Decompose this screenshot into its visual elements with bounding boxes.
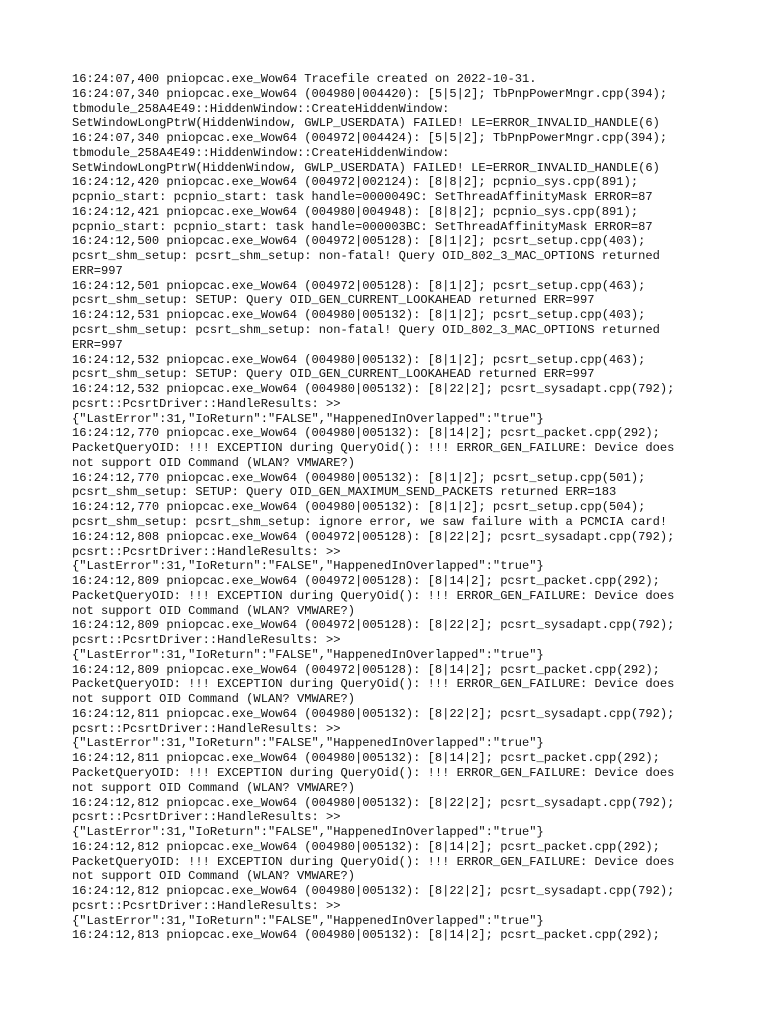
log-line: pcsrt_shm_setup: SETUP: Query OID_GEN_CURRENT_LOOKAHEAD returned ERR=997 [72,367,595,382]
log-line: 16:24:12,421 pniopcac.exe_Wow64 (004980|004948): [8|8|2]; pcpnio_sys.cpp(891); [72,204,639,219]
log-line: 16:24:12,500 pniopcac.exe_Wow64 (004972|005128): [8|1|2]; pcsrt_setup.cpp(403); [72,234,646,249]
log-line: 16:24:12,770 pniopcac.exe_Wow64 (004980|005132): [8|14|2]; pcsrt_packet.cpp(292); [72,426,660,441]
log-line: 16:24:12,501 pniopcac.exe_Wow64 (004972|005128): [8|1|2]; pcsrt_setup.cpp(463); [72,278,646,293]
log-text [72,72,702,943]
log-line: {"LastError":31,"IoReturn":"FALSE","HappenedInOverlapped":"true"} [72,825,544,840]
log-line: pcsrt::PcsrtDriver::HandleResults: >> [72,544,341,559]
log-line: not support OID Command (WLAN? VMWARE?) [72,869,356,884]
log-line: pcsrt_shm_setup: pcsrt_shm_setup: non-fatal! Query OID_802_3_MAC_OPTIONS returned [72,249,660,264]
log-line: 16:24:12,809 pniopcac.exe_Wow64 (004972|005128): [8|14|2]; pcsrt_packet.cpp(292); [72,574,660,589]
log-line: tbmodule_258A4E49::HiddenWindow::CreateHiddenWindow: [72,101,450,116]
log-line: SetWindowLongPtrW(HiddenWindow, GWLP_USERDATA) FAILED! LE=ERROR_INVALID_HANDLE(6) [72,160,660,175]
log-line: pcsrt_shm_setup: pcsrt_shm_setup: non-fatal! Query OID_802_3_MAC_OPTIONS returned [72,323,660,338]
log-line: 16:24:12,812 pniopcac.exe_Wow64 (004980|005132): [8|14|2]; pcsrt_packet.cpp(292); [72,839,660,854]
log-line: ERR=997 [72,263,123,278]
log-line: not support OID Command (WLAN? VMWARE?) [72,455,356,470]
log-line: pcsrt_shm_setup: SETUP: Query OID_GEN_MAXIMUM_SEND_PACKETS returned ERR=183 [72,485,617,500]
log-line: 16:24:12,532 pniopcac.exe_Wow64 (004980|005132): [8|22|2]; pcsrt_sysadapt.cpp(792); [72,382,675,397]
log-line: 16:24:07,340 pniopcac.exe_Wow64 (004980|004420): [5|5|2]; TbPnpPowerMngr.cpp(394); [72,86,668,101]
log-line: {"LastError":31,"IoReturn":"FALSE","HappenedInOverlapped":"true"} [72,736,544,751]
log-line: 16:24:12,420 pniopcac.exe_Wow64 (004972|002124): [8|8|2]; pcpnio_sys.cpp(891); [72,175,639,190]
log-line: 16:24:12,813 pniopcac.exe_Wow64 (004980|005132): [8|14|2]; pcsrt_packet.cpp(292); [72,928,660,943]
log-line: pcsrt::PcsrtDriver::HandleResults: >> [72,721,341,736]
log-line: 16:24:07,340 pniopcac.exe_Wow64 (004972|004424): [5|5|2]; TbPnpPowerMngr.cpp(394); [72,131,668,146]
log-line: PacketQueryOID: !!! EXCEPTION during QueryOid(): !!! ERROR_GEN_FAILURE: Device does [72,765,675,780]
log-line: 16:24:12,532 pniopcac.exe_Wow64 (004980|005132): [8|1|2]; pcsrt_setup.cpp(463); [72,352,646,367]
log-line: not support OID Command (WLAN? VMWARE?) [72,603,356,618]
log-line: pcsrt::PcsrtDriver::HandleResults: >> [72,898,341,913]
log-line: 16:24:12,770 pniopcac.exe_Wow64 (004980|005132): [8|1|2]; pcsrt_setup.cpp(501); [72,470,646,485]
log-line: not support OID Command (WLAN? VMWARE?) [72,692,356,707]
log-line: tbmodule_258A4E49::HiddenWindow::CreateHiddenWindow: [72,145,450,160]
log-line: 16:24:12,812 pniopcac.exe_Wow64 (004980|005132): [8|22|2]; pcsrt_sysadapt.cpp(792); [72,795,675,810]
log-line: pcsrt::PcsrtDriver::HandleResults: >> [72,633,341,648]
log-line: pcsrt::PcsrtDriver::HandleResults: >> [72,396,341,411]
log-line: {"LastError":31,"IoReturn":"FALSE","HappenedInOverlapped":"true"} [72,559,544,574]
log-line: {"LastError":31,"IoReturn":"FALSE","HappenedInOverlapped":"true"} [72,913,544,928]
log-line: pcsrt_shm_setup: pcsrt_shm_setup: ignore error, we saw failure with a PCMCIA card! [72,514,668,529]
log-line: PacketQueryOID: !!! EXCEPTION during QueryOid(): !!! ERROR_GEN_FAILURE: Device does [72,854,675,869]
log-line: 16:24:12,770 pniopcac.exe_Wow64 (004980|005132): [8|1|2]; pcsrt_setup.cpp(504); [72,500,646,515]
log-line: 16:24:07,400 pniopcac.exe_Wow64 Tracefile created on 2022-10-31. [72,72,537,86]
log-line: PacketQueryOID: !!! EXCEPTION during QueryOid(): !!! ERROR_GEN_FAILURE: Device does [72,441,675,456]
log-line: 16:24:12,811 pniopcac.exe_Wow64 (004980|005132): [8|22|2]; pcsrt_sysadapt.cpp(792); [72,706,675,721]
log-line: 16:24:12,808 pniopcac.exe_Wow64 (004972|005128): [8|22|2]; pcsrt_sysadapt.cpp(792); [72,529,675,544]
log-line: SetWindowLongPtrW(HiddenWindow, GWLP_USERDATA) FAILED! LE=ERROR_INVALID_HANDLE(6) [72,116,660,131]
log-line: 16:24:12,811 pniopcac.exe_Wow64 (004980|005132): [8|14|2]; pcsrt_packet.cpp(292); [72,751,660,766]
log-line: pcsrt_shm_setup: SETUP: Query OID_GEN_CURRENT_LOOKAHEAD returned ERR=997 [72,293,595,308]
log-line: 16:24:12,809 pniopcac.exe_Wow64 (004972|005128): [8|22|2]; pcsrt_sysadapt.cpp(792); [72,618,675,633]
log-line: 16:24:12,809 pniopcac.exe_Wow64 (004972|005128): [8|14|2]; pcsrt_packet.cpp(292); [72,662,660,677]
log-line: {"LastError":31,"IoReturn":"FALSE","HappenedInOverlapped":"true"} [72,647,544,662]
log-line: {"LastError":31,"IoReturn":"FALSE","HappenedInOverlapped":"true"} [72,411,544,426]
log-line: pcpnio_start: pcpnio_start: task handle=000003BC: SetThreadAffinityMask ERROR=87 [72,219,653,234]
log-line: not support OID Command (WLAN? VMWARE?) [72,780,356,795]
log-line: PacketQueryOID: !!! EXCEPTION during QueryOid(): !!! ERROR_GEN_FAILURE: Device does [72,677,675,692]
log-line: ERR=997 [72,337,123,352]
log-line: PacketQueryOID: !!! EXCEPTION during QueryOid(): !!! ERROR_GEN_FAILURE: Device does [72,588,675,603]
log-line: 16:24:12,531 pniopcac.exe_Wow64 (004980|005132): [8|1|2]; pcsrt_setup.cpp(403); [72,308,646,323]
log-line: pcpnio_start: pcpnio_start: task handle=0000049C: SetThreadAffinityMask ERROR=87 [72,190,653,205]
log-line: pcsrt::PcsrtDriver::HandleResults: >> [72,810,341,825]
log-line: 16:24:12,812 pniopcac.exe_Wow64 (004980|005132): [8|22|2]; pcsrt_sysadapt.cpp(792); [72,884,675,899]
